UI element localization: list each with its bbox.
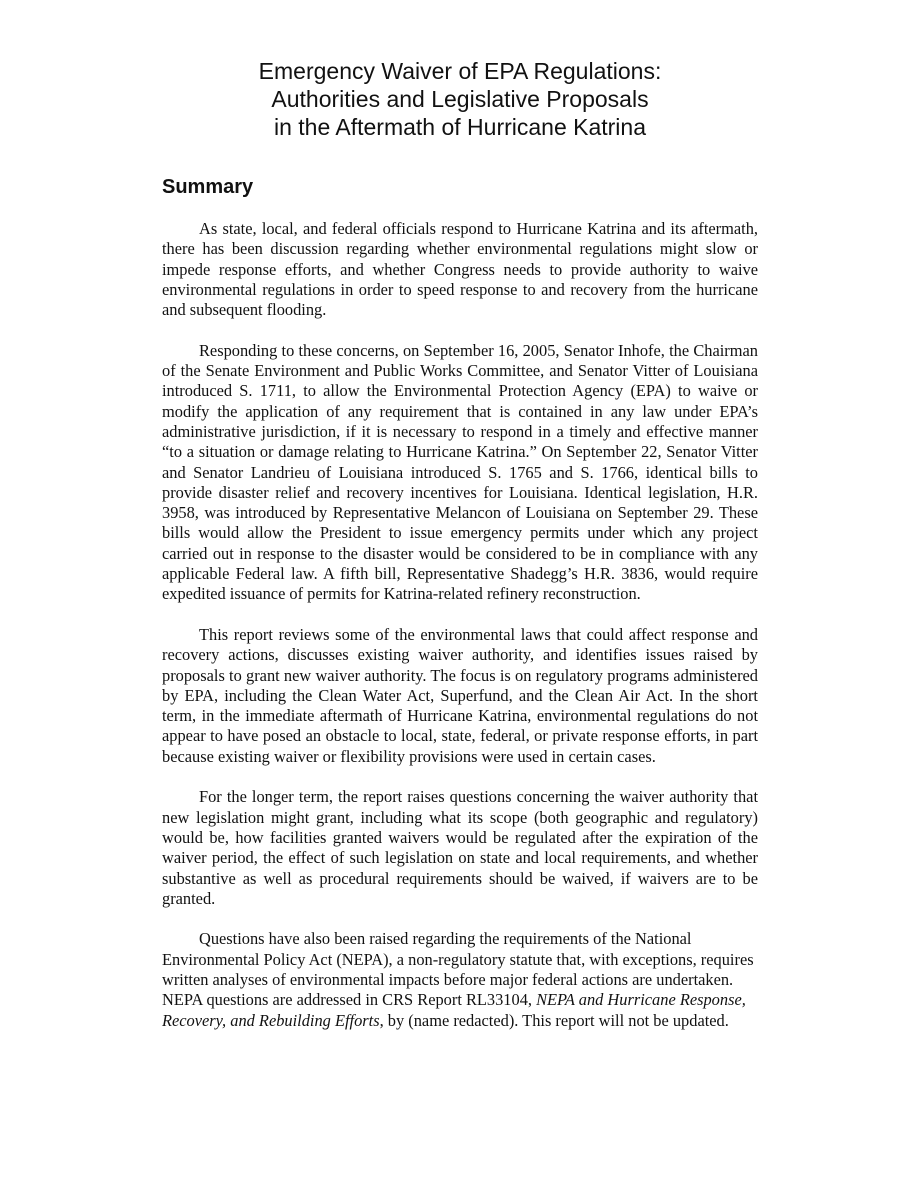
paragraph-3: This report reviews some of the environmental laws that could affect response and recovery actions, discusses existing waiver authority, and identifies issues raised by proposals to grant new waiver authority. The focus is on regulatory programs administered by EPA, including the Clean Water Act, Superfund, and the Clean Air Act. In the short term, in the immediate aftermath of Hurricane Katrina, environmental regulations do not appear to have posed an obstacle to local, state, federal, or private response efforts, in part because existing waiver or flexibility provisions were used in certain cases. [162,624,758,766]
title-line-3: in the Aftermath of Hurricane Katrina [273,114,647,140]
title-line-2: Authorities and Legislative Proposals [271,86,649,112]
summary-body [162,219,758,1051]
paragraph-5 [162,929,758,1030]
report-title-italic: NEPA and Hurricane Response, Recovery, and Rebuilding Efforts [162,990,746,1030]
paragraph-5-text-end: , by (name redacted). This report will not be updated. [379,1010,729,1030]
paragraph-5-text-start: Questions have also been raised regarding the requirements of the National Environmental Policy Act (NEPA), a non-regulatory statute that, with exceptions, requires written analyses of environmental impacts before major federal actions are undertaken. NEPA questions are addressed in CRS Report RL33104, [162,929,754,1010]
paragraph-1: As state, local, and federal officials respond to Hurricane Katrina and its aftermath, there has been discussion regarding whether environmental regulations might slow or impede response efforts, and whether Congress needs to provide authority to waive environmental regulations in order to speed response to and recovery from the hurricane and subsequent flooding. [162,219,758,320]
title-line-1: Emergency Waiver of EPA Regulations: [258,58,662,84]
paragraph-4: For the longer term, the report raises questions concerning the waiver authority that new legislation might grant, including what its scope (both geographic and regulatory) would be, how facilities granted waivers would be regulated after the expiration of the waiver period, the effect of such legislation on state and local requirements, and whether substantive as well as procedural requirements should be waived, if waivers are to be granted. [162,787,758,908]
section-heading: Summary [162,176,254,198]
paragraph-2: Responding to these concerns, on September 16, 2005, Senator Inhofe, the Chairman of the Senate Environment and Public Works Committee, and Senator Vitter of Louisiana introduced S. 1711, to allow the Environmental Protection Agency (EPA) to waive or modify the application of any requirement that is contained in any law under EPA’s administrative jurisdiction, if it is necessary to respond in a timely and effective manner “to a situation or damage relating to Hurricane Katrina.” On September 22, Senator Vitter and Senator Landrieu of Louisiana introduced S. 1765 and S. 1766, identical bills to provide disaster relief and recovery incentives for Louisiana. Identical legislation, H.R. 3958, was introduced by Representative Melancon of Louisiana on September 29. These bills would allow the President to issue emergency permits under which any project carried out in response to the disaster would be considered to be in compliance with any applicable Federal law. A fifth bill, Representative Shadegg’s H.R. 3836, would require expedited issuance of permits for Katrina-related refinery reconstruction. [162,340,758,604]
page-title [162,57,758,141]
